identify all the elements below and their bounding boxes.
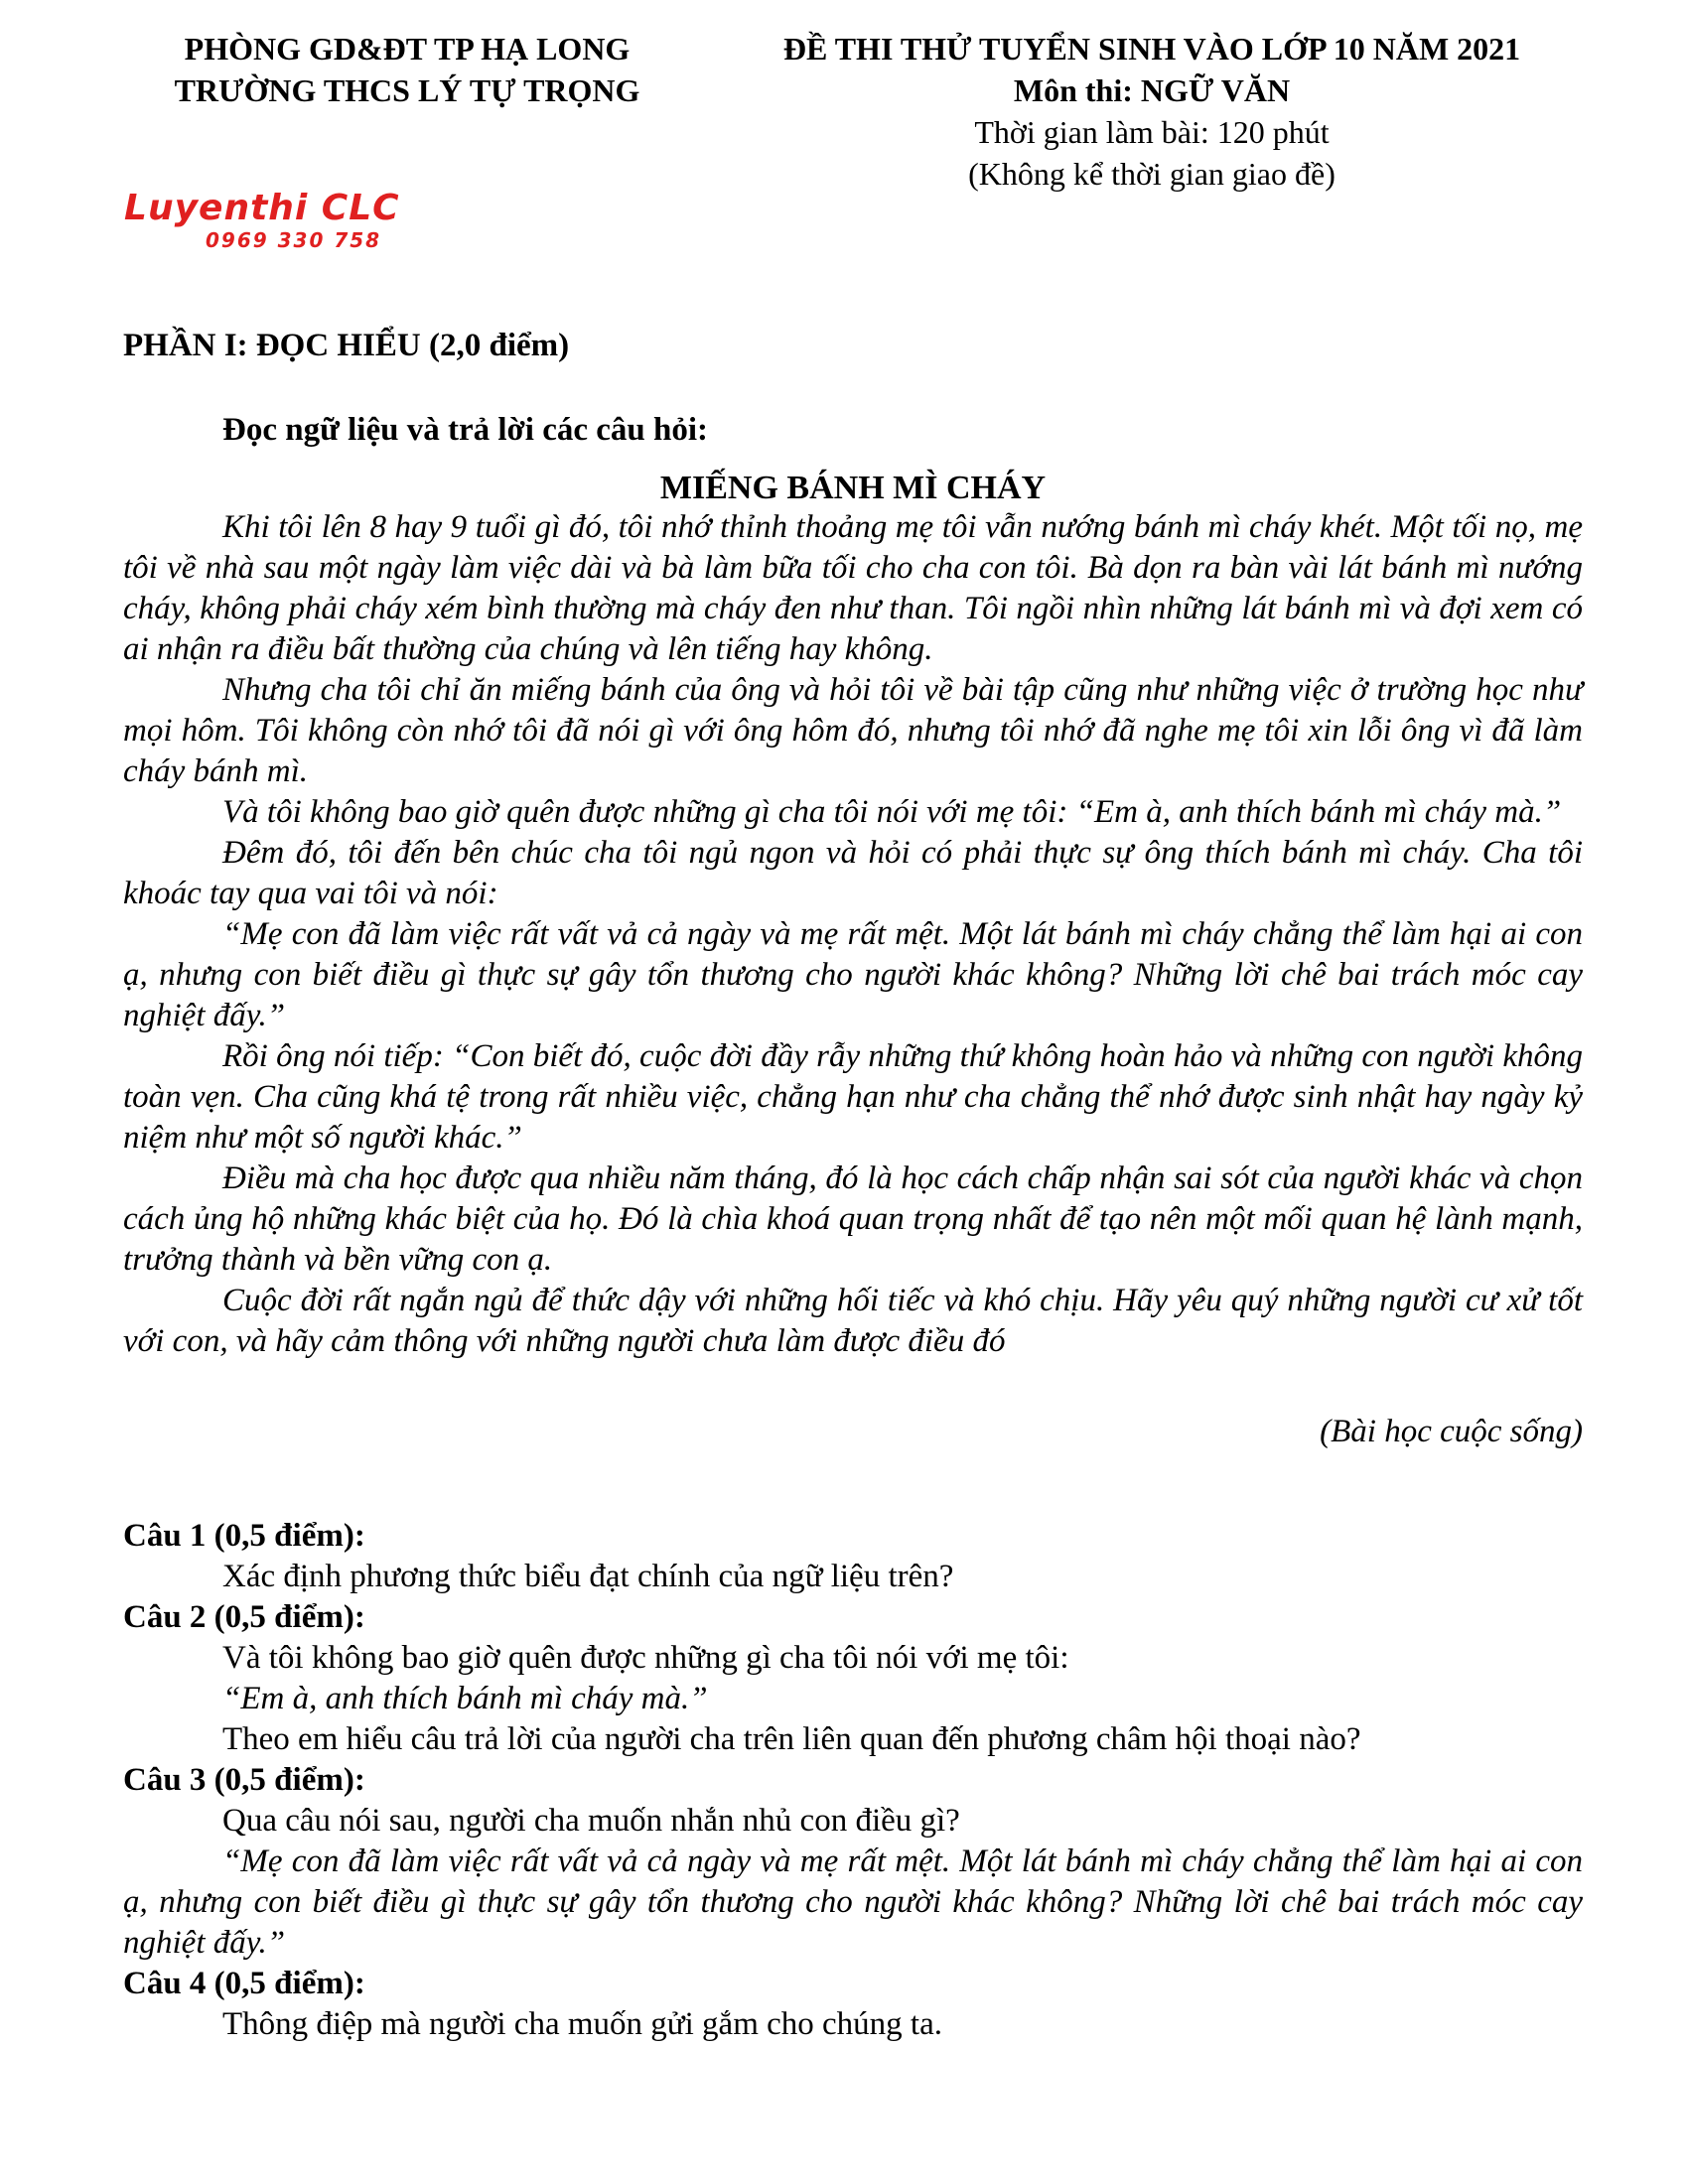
question-3 <box>123 1760 1583 1964</box>
story-source: (Bài học cuộc sống) <box>1320 1414 1583 1449</box>
exam-header <box>715 28 1589 195</box>
question-label: Câu 3 (0,5 điểm): <box>123 1762 365 1798</box>
section-instruction: Đọc ngữ liệu và trả lời các câu hỏi: <box>222 412 709 448</box>
watermark-logo <box>124 189 442 258</box>
section-title: PHẦN I: ĐỌC HIỂU (2,0 điểm) <box>123 328 570 363</box>
question-text: Theo em hiểu câu trả lời của người cha trên liên quan đến phương châm hội thoại nào? <box>222 1721 1361 1757</box>
story-paragraph: Điều mà cha học được qua nhiều năm tháng, đó là học cách chấp nhận sai sót của người khác và chọn cách ủng hộ những khác biệt của họ. Đó là chìa khoá quan trọng nhất để tạo nên một mối quan hệ lành mạnh, trưởng thành và bền vững con ạ. <box>123 1160 1583 1278</box>
question-text: Qua câu nói sau, người cha muốn nhắn nhủ con điều gì? <box>222 1803 960 1839</box>
question-quote: “Em à, anh thích bánh mì cháy mà.” <box>222 1681 708 1716</box>
question-text: Xác định phương thức biểu đạt chính của ngữ liệu trên? <box>222 1559 954 1594</box>
logo-name: Luyenthi CLC <box>124 188 400 228</box>
logo-phone: 0969 330 758 <box>206 228 382 252</box>
department-name: PHÒNG GD&ĐT TP HẠ LONG <box>184 31 631 67</box>
exam-duration-note: (Không kể thời gian giao đề) <box>968 156 1336 192</box>
question-label: Câu 2 (0,5 điểm): <box>123 1599 365 1635</box>
story-paragraph: Và tôi không bao giờ quên được những gì cha tôi nói với mẹ tôi: “Em à, anh thích bánh mì cháy mà.” <box>222 794 1562 830</box>
story-title: MIẾNG BÁNH MÌ CHÁY <box>659 470 1047 506</box>
story-paragraph: Cuộc đời rất ngắn ngủ để thức dậy với những hối tiếc và khó chịu. Hãy yêu quý những người cư xử tốt với con, và hãy cảm thông với những người chưa làm được điều đó <box>123 1283 1583 1359</box>
question-4 <box>123 1964 1583 2045</box>
exam-subject: Môn thi: NGỮ VĂN <box>1013 72 1291 108</box>
question-2 <box>123 1597 1583 1760</box>
story-paragraph: Nhưng cha tôi chỉ ăn miếng bánh của ông và hỏi tôi về bài tập cũng như những việc ở trường học như mọi hôm. Tôi không còn nhớ tôi đã nói gì với ông hôm đó, nhưng tôi nhớ đã nghe mẹ tôi xin lỗi ông vì đã làm cháy bánh mì. <box>123 672 1583 789</box>
question-text: Thông điệp mà người cha muốn gửi gắm cho chúng ta. <box>222 2006 942 2042</box>
school-header <box>129 28 685 111</box>
story-text <box>123 507 1583 1362</box>
story-paragraph: Rồi ông nói tiếp: “Con biết đó, cuộc đời đầy rẫy những thứ không hoàn hảo và những con người không toàn vẹn. Cha cũng khá tệ trong rất nhiều việc, chẳng hạn như cha chẳng thể nhớ được sinh nhật hay ngày kỷ niệm như một số người khác.” <box>123 1038 1583 1156</box>
school-name: TRƯỜNG THCS LÝ TỰ TRỌNG <box>174 72 640 108</box>
story-paragraph: Khi tôi lên 8 hay 9 tuổi gì đó, tôi nhớ thỉnh thoảng mẹ tôi vẫn nướng bánh mì cháy khét. Một tối nọ, mẹ tôi về nhà sau một ngày làm việc dài và bà làm bữa tối cho cha con tôi. Bà dọn ra bàn vài lát bánh mì nướng cháy, không phải cháy xém bình thường mà cháy đen như than. Tôi ngồi nhìn những lát bánh mì và đợi xem có ai nhận ra điều bất thường của chúng và lên tiếng hay không. <box>123 509 1583 667</box>
question-1 <box>123 1516 1583 1597</box>
questions-list <box>123 1516 1583 2045</box>
exam-duration: Thời gian làm bài: 120 phút <box>974 114 1330 150</box>
question-text: Và tôi không bao giờ quên được những gì cha tôi nói với mẹ tôi: <box>222 1640 1069 1676</box>
story-paragraph: Đêm đó, tôi đến bên chúc cha tôi ngủ ngon và hỏi có phải thực sự ông thích bánh mì cháy. Cha tôi khoác tay qua vai tôi và nói: <box>123 835 1583 911</box>
exam-title: ĐỀ THI THỬ TUYỂN SINH VÀO LỚP 10 NĂM 2021 <box>782 31 1521 67</box>
question-quote: “Mẹ con đã làm việc rất vất vả cả ngày và mẹ rất mệt. Một lát bánh mì cháy chẳng thể làm hại ai con ạ, nhưng con biết điều gì thực sự gây tổn thương cho người khác không? Những lời chê bai trách móc cay nghiệt đấy.” <box>123 1843 1583 1961</box>
question-label: Câu 1 (0,5 điểm): <box>123 1518 365 1554</box>
story-paragraph: “Mẹ con đã làm việc rất vất vả cả ngày và mẹ rất mệt. Một lát bánh mì cháy chẳng thể làm hại ai con ạ, nhưng con biết điều gì thực sự gây tổn thương cho người khác không? Những lời chê bai trách móc cay nghiệt đấy.” <box>123 916 1583 1033</box>
question-label: Câu 4 (0,5 điểm): <box>123 1966 365 2001</box>
